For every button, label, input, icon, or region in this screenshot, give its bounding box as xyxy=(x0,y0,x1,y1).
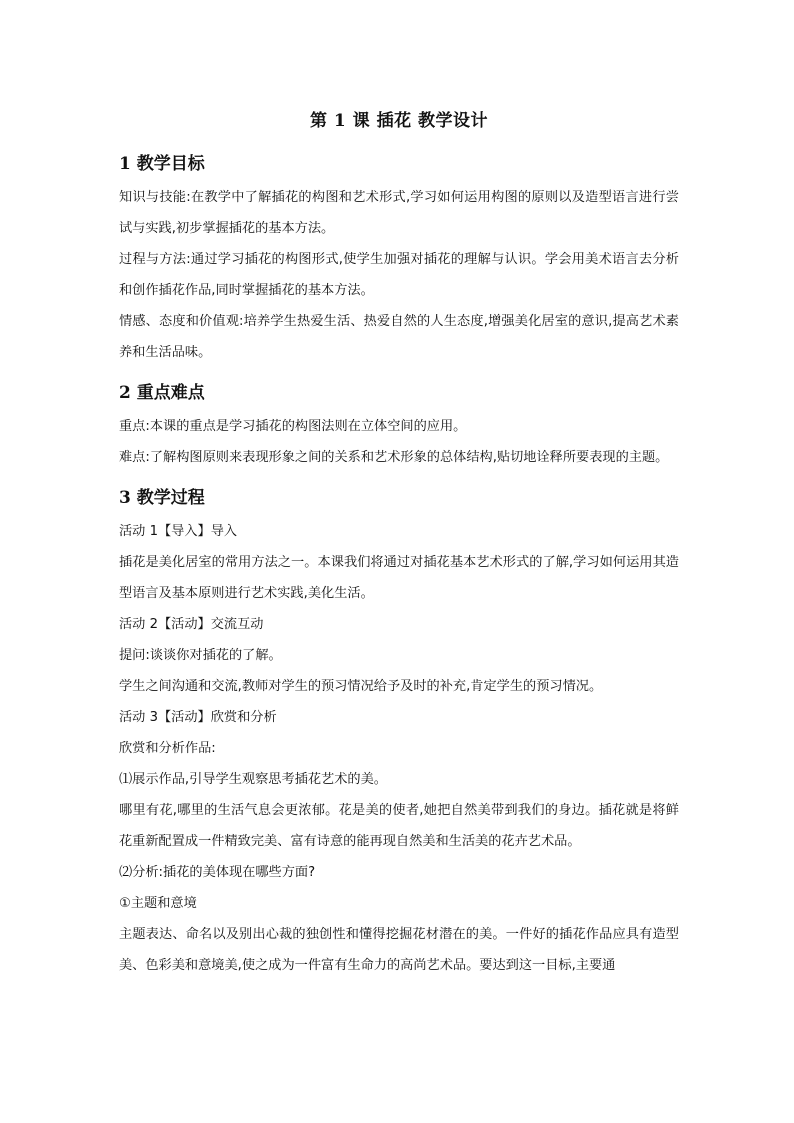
paragraph: 难点:了解构图原则来表现形象之间的关系和艺术形象的总体结构,贴切地诠释所要表现的主题。 xyxy=(119,450,669,465)
paragraph: 重点:本课的重点是学习插花的构图法则在立体空间的应用。 xyxy=(119,419,467,434)
paragraph: 情感、态度和价值观:培养学生热爱生活、热爱自然的人生态度,增强美化居室的意识,提高艺术素养和生活品味。 xyxy=(119,314,679,360)
paragraph: ⑴展示作品,引导学生观察思考插花艺术的美。 xyxy=(119,772,387,787)
paragraph: 插花是美化居室的常用方法之一。本课我们将通过对插花基本艺术形式的了解,学习如何运用其造型语言及基本原则进行艺术实践,美化生活。 xyxy=(119,555,679,601)
paragraph: 主题表达、命名以及别出心裁的独创性和懂得挖掘花材潜在的美。一件好的插花作品应具有造型美、色彩美和意境美,使之成为一件富有生命力的高尚艺术品。要达到这一目标,主要通 xyxy=(119,927,679,973)
activity-label: 活动 1【导入】导入 xyxy=(119,524,238,539)
paragraph: 学生之间沟通和交流,教师对学生的预习情况给予及时的补充,肯定学生的预习情况。 xyxy=(119,679,603,694)
subheading: ①主题和意境 xyxy=(119,896,197,911)
activity-label: 活动 2【活动】交流互动 xyxy=(119,617,264,632)
paragraph: 提问:谈谈你对插花的了解。 xyxy=(119,648,282,663)
section-heading-objectives: 1 教学目标 xyxy=(119,154,205,174)
paragraph: 欣赏和分析作品: xyxy=(119,741,216,756)
section-heading-key-points: 2 重点难点 xyxy=(119,383,205,403)
paragraph: 知识与技能:在教学中了解插花的构图和艺术形式,学习如何运用构图的原则以及造型语言进行尝试与实践,初步掌握插花的基本方法。 xyxy=(119,190,679,236)
paragraph: 过程与方法:通过学习插花的构图形式,使学生加强对插花的理解与认识。学会用美术语言去分析和创作插花作品,同时掌握插花的基本方法。 xyxy=(119,252,679,298)
section-heading-process: 3 教学过程 xyxy=(119,488,205,508)
paragraph: ⑵分析:插花的美体现在哪些方面? xyxy=(119,865,316,880)
document-content xyxy=(119,100,679,981)
activity-label: 活动 3【活动】欣赏和分析 xyxy=(119,710,277,725)
paragraph: 哪里有花,哪里的生活气息会更浓郁。花是美的使者,她把自然美带到我们的身边。插花就是将鲜花重新配置成一件精致完美、富有诗意的能再现自然美和生活美的花卉艺术品。 xyxy=(119,803,679,849)
document-title: 第 1 课 插花 教学设计 xyxy=(309,111,488,131)
